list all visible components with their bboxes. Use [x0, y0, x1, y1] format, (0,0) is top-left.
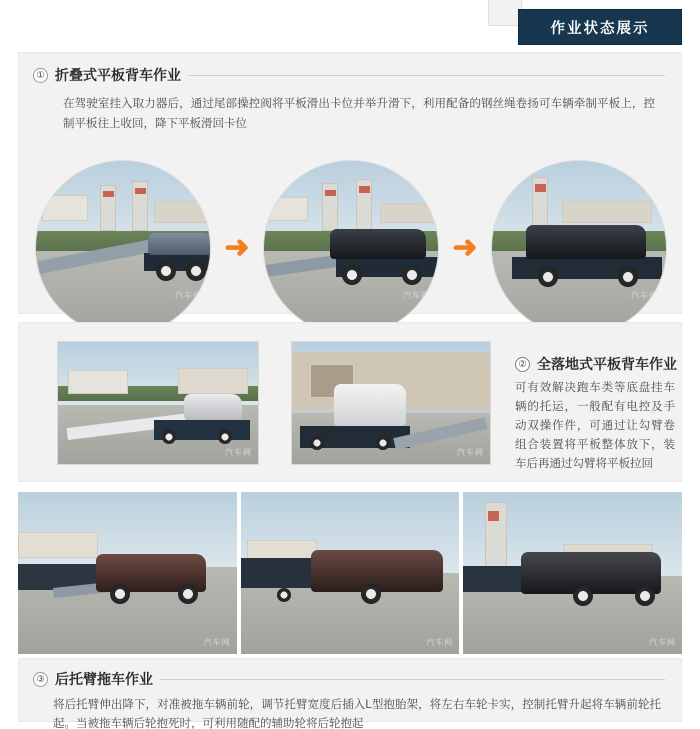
section-rear-boom-towing: [18, 658, 682, 729]
photo-car-loading-on-flatbed: 汽车网: [263, 160, 439, 336]
section-1-photo-row: [19, 183, 683, 313]
section-1-title: 折叠式平板背车作业: [55, 67, 181, 83]
section-3-body: 将后托臂伸出降下，对准被拖车辆前轮，调节托臂宽度后插入L型抱胎架，将左右车轮卡实，控制托臂升起将车辆前轮托起。当被拖车辆后轮抱死时，可利用随配的辅助轮将后轮抱起: [53, 699, 661, 729]
header-band: [0, 0, 700, 46]
section-1-body: 在驾驶室挂入取力器后，通过尾部操控阀将平板滑出卡位并举升滑下，利用配备的钢丝绳卷扬可车辆牵制平板上，控制平板往上收回，降下平板滑回卡位: [63, 98, 655, 130]
photo-flatbed-sliding-out: 汽车网: [35, 160, 211, 336]
section-2-heading: [515, 354, 677, 374]
section-1-rule: [188, 75, 665, 76]
arrow-icon-1: ➜: [224, 231, 250, 264]
section-3-photo-row: [18, 492, 682, 654]
photo-rear-boom-towing-approach: 汽车网: [18, 492, 237, 654]
photo-rear-boom-towing-lift: 汽车网: [241, 492, 460, 654]
photo-rear-boom-towing-done: 汽车网: [463, 492, 682, 654]
photo-car-loaded-flatbed: 汽车网: [491, 160, 667, 336]
header-decorative-block: [488, 0, 522, 26]
section-2-title: 全落地式平板背车作业: [537, 356, 677, 372]
section-folding-flatbed: [18, 52, 682, 314]
section-2-number: ②: [515, 357, 530, 372]
page-title: 作业状态展示: [550, 20, 650, 37]
section-1-heading: [33, 65, 665, 85]
section-3-number: ③: [33, 672, 48, 687]
section-full-landing-flatbed: [18, 322, 682, 482]
arrow-icon-2: ➜: [452, 231, 478, 264]
header-title-box: [518, 9, 682, 45]
section-3-title: 后托臂拖车作业: [55, 671, 153, 687]
photo-full-landing-flatbed-right: 汽车网: [291, 341, 491, 465]
section-3-rule: [160, 679, 665, 680]
section-3-heading: [33, 669, 665, 689]
photo-full-landing-flatbed-left: 汽车网: [57, 341, 259, 465]
section-1-number: ①: [33, 68, 48, 83]
section-2-body: 可有效解决跑车类等底盘挂车辆的托运，一般配有电控及手动双操作件，可通过让勾臂卷组合装置将平板整体放下，装车后再通过勾臂将平板拉回: [515, 382, 675, 470]
